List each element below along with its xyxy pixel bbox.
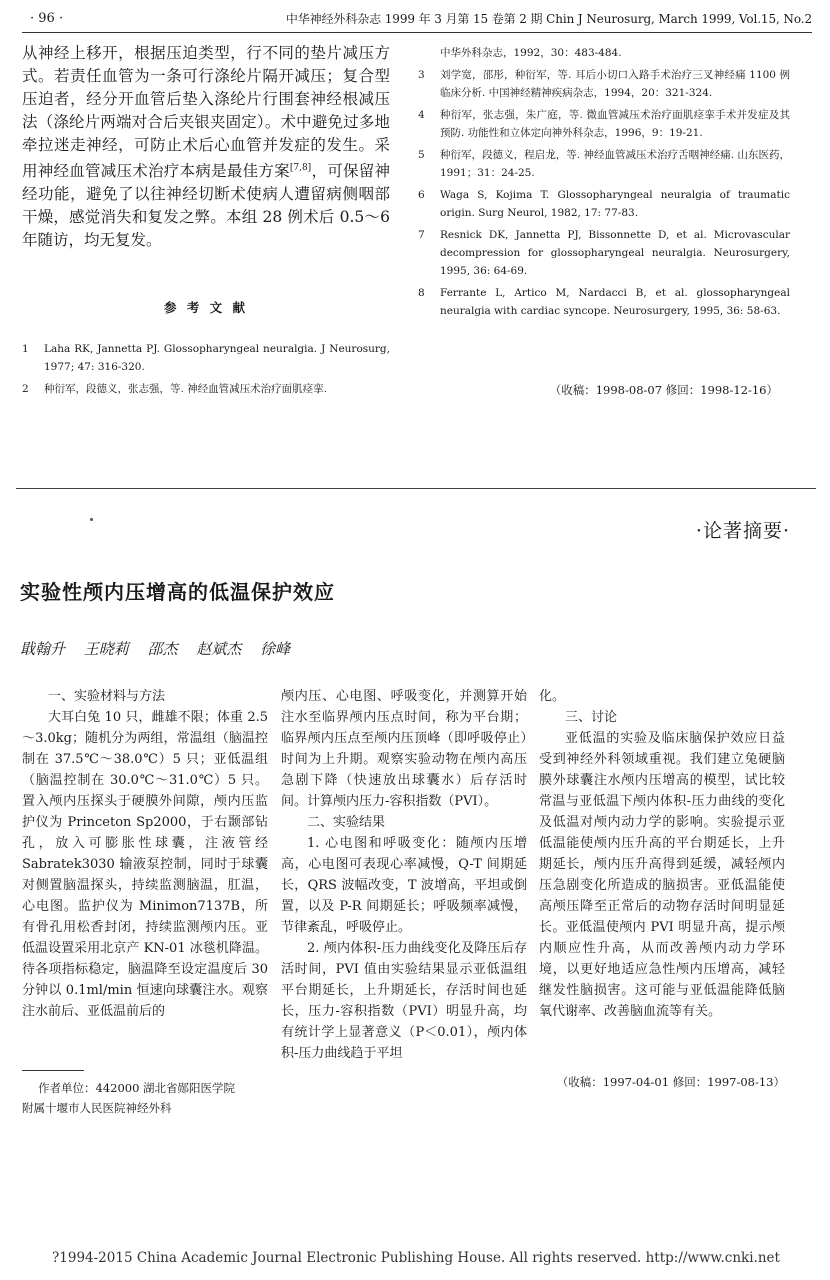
journal-running-title: 中华神经外科杂志 1999 年 3 月第 15 卷第 2 期 Chin J Neurosurg, March 1999, Vol.15, No.2 — [285, 12, 812, 26]
reference-item: 8 Ferrante L, Artico M, Nardacci B, et al. glossopharyngeal neuralgia with cardiac syncope. Neurosurgery, 1995, 36: 58-63. — [418, 287, 790, 317]
references-right-column — [418, 44, 790, 324]
citation-superscript: [7,8] — [289, 163, 312, 173]
article-authors: 戢翰升 王晓莉 邵杰 赵斌杰 徐峰 — [20, 640, 291, 658]
stray-dot — [90, 518, 93, 521]
previous-article-ending — [22, 42, 390, 252]
references-title: 参 考 文 献 — [163, 300, 249, 315]
received-date-article: （收稿：1997-04-01 修回：1997-08-13） — [556, 1075, 785, 1089]
paragraph: 大耳白兔 10 只，雌雄不限；体重 2.5～3.0kg；随机分为两组，常温组（脑温控制在 37.5℃～38.0℃）5 只；亚低温组（脑温控制在 30.0℃～31.0℃）5 只。置入颅内压探头于硬膜外间隙，颅内压监护仪为 Princeton Sp2000，于右颞部钻孔，放入可膨胀性球囊，注液管经 Sabratek3030 输液泵控制，同时于球囊对侧置脑温探头，持续监测脑温，肛温，心电图。监护仪为 Minimon7137B，所有骨孔用松香封闭，持续监测颅内压。亚低温设置采用北京产 KN-01 冰毯机降温。待各项指标稳定，脑温降至设定温度后 30 分钟以 0.1ml/min 恒速向球囊注水。观察注水前后、亚低温前后的 — [22, 710, 268, 1019]
article-separator-rule — [16, 488, 816, 489]
body-column-3 — [539, 686, 785, 1022]
reference-item: 5 种衍军，段德义，程启龙，等. 神经血管减压术治疗舌咽神经痛. 山东医药，1991；31：24-25. — [418, 149, 790, 179]
reference-item: 1 Laha RK, Jannetta PJ. Glossopharyngeal neuralgia. J Neurosurg, 1977; 47: 316-320. — [22, 343, 390, 373]
header-rule — [22, 32, 812, 33]
previous-article-text: 从神经上移开，根据压迫类型，行不同的垫片减压方式。若责任血管为一条可行涤纶片隔开减压；复合型压迫者，经分开血管后垫入涤纶片行围套神经根减压法（涤纶片两端对合后夹银夹固定）。术中避免过多地牵拉迷走神经，可防止术后心血管并发症的发生。采用神经血管减压术治疗本病是最佳方案[7,8]，可保留神经功能，避免了以往神经切断术使病人遭留病侧咽部干燥，感觉消失和复发之弊。本组 28 例术后 0.5～6 年随访，均无复发。 — [22, 44, 390, 250]
running-header — [22, 8, 812, 34]
paragraph: 亚低温的实验及临床脑保护效应日益受到神经外科领域重视。我们建立兔硬脑膜外球囊注水颅内压增高的模型，试比较常温与亚低温下颅内体积-压力曲线的变化及低温对颅内动力学的影响。实验提示亚低温能使颅内压升高的平台期延长，上升期延长，颅内压升高得到延缓，减轻颅内压急剧变化所造成的脑损害。亚低温能使高颅压降至正常后的动物存活时间明显延长。亚低温使颅内 PVI 明显升高，提示颅内顺应性升高，从而改善颅内动力学环境，以更好地适应急性颅内压增高，减轻继发性脑损害。这可能与亚低温能降低脑氧代谢率、改善脑血流等有关。 — [539, 731, 785, 1019]
received-date-previous: （收稿：1998-08-07 修回：1998-12-16） — [549, 383, 778, 397]
reference-item: 3 刘学宽，邵彤，种衍军，等. 耳后小切口入路手术治疗三叉神经痛 1100 例临床分析. 中国神经精神疾病杂志，1994，20：321-324. — [418, 69, 790, 99]
paragraph: 1. 心电图和呼吸变化：随颅内压增高，心电图可表现心率减慢，Q-T 间期延长，QRS 波幅改变，T 波增高，平坦或倒置，以及 P-R 间期延长；呼吸频率减慢，节律紊乱，呼吸停止。 — [281, 836, 527, 935]
paragraph: 2. 颅内体积-压力曲线变化及降压后存活时间，PVI 值由实验结果显示亚低温组平台期延长，上升期延长，存活时间也延长，压力-容积指数（PVI）明显升高，均有统计学上显著意义（P＜0.01），颅内体积-压力曲线趋于平坦 — [281, 941, 527, 1061]
section-label: ·论著摘要· — [695, 520, 790, 542]
section-heading: 一、实验材料与方法 — [48, 689, 166, 704]
references-left-column — [22, 340, 390, 402]
author-affiliation: 作者单位：442000 湖北省郧阳医学院 附属十堰市人民医院神经外科 — [22, 1081, 236, 1115]
article-title: 实验性颅内压增高的低温保护效应 — [20, 580, 335, 604]
body-column-2 — [281, 686, 527, 1064]
paragraph: 化。 — [539, 689, 566, 704]
affiliation-rule — [22, 1070, 84, 1071]
reference-item: 4 种衍军，张志强，朱广庭，等. 微血管减压术治疗面肌痉挛手术并发症及其预防. 功能性和立体定向神外科杂志，1996，9：19-21. — [418, 109, 790, 139]
reference-item: 2 种衍军，段德义，张志强，等. 神经血管减压术治疗面肌痉挛. — [22, 383, 328, 395]
page-number: · 96 · — [30, 11, 64, 26]
reference-item: 7 Resnick DK, Jannetta PJ, Bissonnette D, et al. Microvascular decompression for glossopharyngeal neuralgia. Neurosurgery, 1995, 36: 64-69. — [418, 229, 790, 277]
copyright-footer: ?1994-2015 China Academic Journal Electronic Publishing House. All rights reserved. http://www.cnki.net — [52, 1250, 780, 1266]
section-heading: 三、讨论 — [565, 710, 618, 725]
paragraph: 颅内压、心电图、呼吸变化，并测算开始注水至临界颅内压点时间，称为平台期；临界颅内压点至颅内压顶峰（即呼吸停止）时间为上升期。观察实验动物在颅内高压急剧下降（快速放出球囊水）后存活时间。计算颅内压力-容积指数（PVI）。 — [281, 689, 527, 809]
body-column-1 — [22, 686, 268, 1022]
reference-item: 中华外科杂志，1992，30：483-484. — [440, 47, 622, 59]
reference-item: 6 Waga S, Kojima T. Glossopharyngeal neuralgia of traumatic origin. Surg Neurol, 1982, 17: 77-83. — [418, 189, 790, 219]
section-heading: 二、实验结果 — [307, 815, 386, 830]
